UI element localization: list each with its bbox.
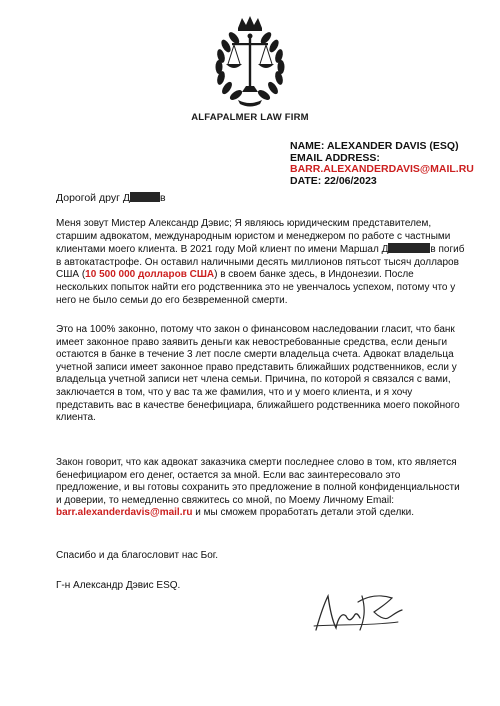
contact-date: DATE: 22/06/2023 bbox=[290, 174, 377, 187]
paragraph-intro-text-1: Меня зовут Мистер Александр Дэвис; Я являюсь юридическим представителем, старшим адвокатом, международным юристом и менеджером по работе с частными клиентами моего клиента. В 2021 году Мой клиент по имени Маршал Д bbox=[56, 218, 451, 256]
scales-of-justice-emblem-icon bbox=[204, 14, 296, 110]
email-link[interactable]: barr.alexanderdavis@mail.ru bbox=[56, 507, 193, 519]
greeting-prefix: Дорогой друг Д bbox=[56, 192, 130, 204]
handwritten-signature bbox=[308, 586, 408, 643]
firm-logo bbox=[0, 14, 500, 123]
contact-name: NAME: ALEXANDER DAVIS (ESQ) bbox=[290, 140, 459, 152]
paragraph-offer-text-2: и мы сможем проработать детали этой сделки. bbox=[192, 507, 415, 519]
paragraph-intro-text-2: в погиб в автокатастрофе. Он оставил наличными десять миллионов пятьсот тысяч долларов США ( bbox=[56, 244, 465, 281]
closing-blessing: Спасибо и да благословит нас Бог. bbox=[56, 550, 219, 561]
greeting bbox=[56, 192, 166, 204]
paragraph-intro-text-3: ) в своем банке здесь, в Индонезии. После нескольких попыток найти его родственника это не увенчалось успехом, потому что у него не было семьи до его безвременной смерти. bbox=[56, 269, 456, 306]
contact-email-label: EMAIL ADDRESS: bbox=[290, 151, 380, 164]
signature-icon bbox=[308, 586, 408, 638]
greeting-suffix: в bbox=[159, 192, 166, 204]
paragraph-offer-text-1: Закон говорит, что как адвокат заказчика смерти последнее слово в том, кто является бенефициаром его денег, остается за мной. Если вас заинтересовало это предложение, и вы готовы сохранить это предложение в полной конфиденциальности и доверии, то немедленно свяжитесь со мной, по Моему Личному Email: bbox=[56, 457, 460, 506]
contact-block bbox=[290, 141, 474, 187]
redaction-bar bbox=[388, 243, 430, 253]
firm-name: ALFAPALMER LAW FIRM bbox=[191, 112, 309, 123]
closing-signoff: Г-н Александр Дэвис ESQ. bbox=[56, 580, 181, 591]
contact-email: BARR.ALEXANDERDAVIS@MAIL.RU bbox=[290, 163, 474, 175]
paragraph-offer bbox=[56, 457, 466, 520]
amount-highlight: 10 500 000 долларов США bbox=[85, 269, 215, 281]
redaction-bar bbox=[130, 192, 160, 202]
paragraph-legal: Это на 100% законно, потому что закон о финансовом наследовании гласит, что банк имеет законное право заявить деньги как невостребованные средства, если деньги остаются в банке в течение 3 лет после смерти владельца счета. Адвокат владельца учетной записи имеет законное право представить ближайших родственников, если у владельца учетной записи нет члена семьи. Причина, по которой я связался с вами, заключается в том, что у вас та же фамилия, что и у моего клиента, и я хочу представить вас в качестве бенефициара, ближайшего родственника моего покойного клиента. bbox=[56, 324, 460, 424]
paragraph-intro bbox=[56, 218, 466, 307]
